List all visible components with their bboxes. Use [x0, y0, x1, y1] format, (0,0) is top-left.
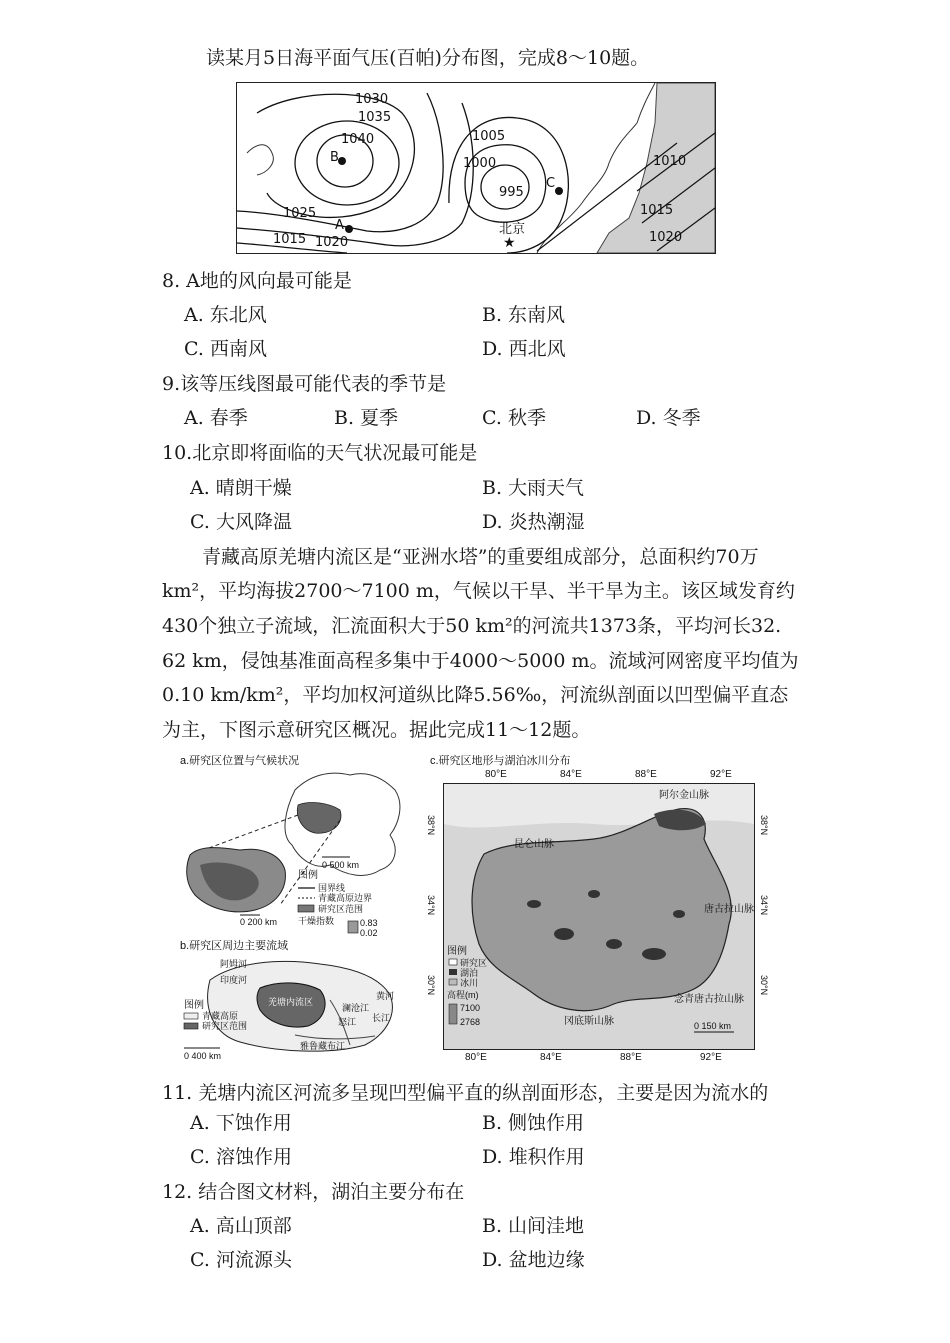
beijing-star: ★: [503, 235, 516, 251]
scale-200: 0 200 km: [240, 917, 278, 927]
passage-line-3: 430个独立子流域，汇流面积大于50 km²的河流共1373条，平均河长32.: [162, 615, 782, 637]
scale-400: 0 400 km: [184, 1051, 222, 1061]
q12-option-a[interactable]: A. 高山顶部: [190, 1215, 292, 1237]
lon-bottom-80: 80°E: [465, 1052, 487, 1063]
scale-500: 0 500 km: [322, 860, 360, 870]
q12-option-d[interactable]: D. 盆地边缘: [482, 1249, 585, 1271]
q10-stem: 10.北京即将面临的天气状况最可能是: [162, 442, 478, 464]
lake-1: [554, 928, 574, 940]
legend-c-item-4: 高程(m): [447, 990, 479, 1000]
lon-top-84: 84°E: [560, 769, 582, 780]
label-point-c: C: [546, 176, 556, 191]
lake-6: [673, 910, 685, 918]
figure-a-map: [180, 755, 420, 940]
q12-option-c[interactable]: C. 河流源头: [190, 1249, 292, 1271]
legend-a-item-2: 青藏高原边界: [318, 893, 373, 903]
legend-c-elev-ramp: [449, 1004, 457, 1024]
passage-line-4: 62 km，侵蚀基准面高程多集中于4000～5000 m。流域河网密度平均值为: [162, 650, 799, 672]
q11-option-b[interactable]: B. 侧蚀作用: [482, 1112, 585, 1134]
label-nu: 怒江: [338, 1017, 357, 1027]
label-amu: 阿姆河: [220, 959, 248, 969]
lon-top-80: 80°E: [485, 769, 507, 780]
label-1015: 1015: [273, 232, 307, 247]
passage-line-5: 0.10 km/km²，平均加权河道纵比降5.56‰，河流纵剖面以凹型偏平直态: [162, 684, 789, 706]
label-995: 995: [499, 185, 524, 200]
legend-b-plateau: [184, 1013, 198, 1019]
legend-c-glacier: [449, 979, 457, 985]
passage-line-1: 青藏高原羌塘内流区是“亚洲水塔”的重要组成部分，总面积约70万: [202, 546, 759, 568]
legend-a-title: 图例: [298, 870, 318, 881]
q9-stem: 9.该等压线图最可能代表的季节是: [162, 373, 447, 395]
mtn-altun: 阿尔金山脉: [659, 790, 709, 801]
q11-stem: 11. 羌塘内流区河流多呈现凹型偏平直的纵剖面形态，主要是因为流水的: [162, 1082, 769, 1104]
q12-stem: 12. 结合图文材料，湖泊主要分布在: [162, 1181, 465, 1203]
q9-option-b[interactable]: B. 夏季: [334, 407, 399, 429]
q9-option-c[interactable]: C. 秋季: [482, 407, 546, 429]
lon-bottom-88: 88°E: [620, 1052, 642, 1063]
q10-option-a[interactable]: A. 晴朗干燥: [190, 477, 292, 499]
q8-option-d[interactable]: D. 西北风: [482, 338, 566, 360]
label-1010-right: 1010: [653, 154, 687, 169]
label-1020: 1020: [315, 235, 349, 250]
label-1000: 1000: [463, 156, 497, 171]
lat-30-right: 30°N: [759, 975, 769, 996]
intro-text: 读某月5日海平面气压(百帕)分布图，完成8～10题。: [206, 47, 650, 69]
legend-a-item-1: 国界线: [318, 883, 346, 893]
legend-a-item-4: 干燥指数: [298, 916, 335, 926]
terrain-svg: [444, 784, 754, 1049]
figure-b: [180, 940, 420, 1065]
q8-option-c[interactable]: C. 西南风: [184, 338, 267, 360]
figure-a: [180, 755, 420, 940]
lake-3: [642, 948, 666, 960]
point-a-dot: [345, 225, 353, 233]
figure-a-title: a.研究区位置与气候状况: [180, 755, 300, 767]
figure-b-title: b.研究区周边主要流域: [180, 940, 289, 952]
scale-150: 0 150 km: [694, 1021, 732, 1031]
legend-dry-ramp: [348, 921, 358, 933]
lake-5: [588, 890, 600, 898]
legend-study-box: [298, 905, 314, 912]
mtn-kunlun: 昆仑山脉: [514, 839, 554, 850]
label-qiangtang: 羌塘内流区: [268, 997, 314, 1007]
label-point-a: A: [335, 218, 344, 233]
q10-option-b[interactable]: B. 大雨天气: [482, 477, 585, 499]
lon-top-88: 88°E: [635, 769, 657, 780]
q10-option-d[interactable]: D. 炎热潮湿: [482, 511, 585, 533]
label-lancang: 澜沧江: [342, 1003, 370, 1013]
label-indus: 印度河: [220, 975, 248, 985]
legend-c-lake: [449, 969, 457, 975]
label-1035: 1035: [358, 110, 392, 125]
q8-option-b[interactable]: B. 东南风: [482, 304, 566, 326]
figure-c-title: c.研究区地形与湖泊冰川分布: [430, 755, 571, 767]
point-c-dot: [555, 187, 563, 195]
mtn-nyainqentanglha: 念青唐古拉山脉: [674, 994, 744, 1005]
q11-option-d[interactable]: D. 堆积作用: [482, 1146, 585, 1168]
label-1015-right: 1015: [640, 203, 674, 218]
passage-line-6: 为主，下图示意研究区概况。据此完成11～12题。: [162, 719, 591, 741]
lat-38-right: 38°N: [759, 815, 769, 836]
lat-30-left: 30°N: [426, 975, 436, 996]
isobar-map-svg: [237, 83, 715, 253]
q8-stem: 8. A地的风向最可能是: [162, 270, 352, 292]
mtn-gangdise: 冈底斯山脉: [564, 1016, 614, 1027]
elev-min: 2768: [460, 1017, 481, 1027]
mtn-tanggula: 唐古拉山脉: [704, 904, 754, 915]
q11-option-a[interactable]: A. 下蚀作用: [190, 1112, 292, 1134]
legend-c-item-2: 湖泊: [460, 968, 479, 978]
label-1005: 1005: [472, 129, 506, 144]
legend-a-item-3: 研究区范围: [318, 904, 364, 914]
q8-option-a[interactable]: A. 东北风: [184, 304, 267, 326]
lake-4: [527, 900, 541, 908]
legend-b-study: [184, 1023, 198, 1029]
terrain-panel: [443, 783, 755, 1050]
label-huanghe: 黄河: [376, 991, 395, 1001]
label-1040: 1040: [341, 132, 375, 147]
lake-2: [606, 939, 622, 949]
lon-bottom-84: 84°E: [540, 1052, 562, 1063]
elev-max: 7100: [460, 1003, 481, 1013]
q9-option-a[interactable]: A. 春季: [184, 407, 248, 429]
lat-34-right: 34°N: [759, 895, 769, 916]
label-1030: 1030: [355, 92, 389, 107]
dry-min: 0.02: [360, 928, 378, 938]
q12-option-b[interactable]: B. 山间洼地: [482, 1215, 585, 1237]
lon-bottom-92: 92°E: [700, 1052, 722, 1063]
passage-line-2: km²，平均海拔2700～7100 m，气候以干旱、半干旱为主。该区域发育约: [162, 580, 795, 602]
legend-b-item-1: 青藏高原: [202, 1011, 239, 1021]
legend-c-title: 图例: [447, 946, 467, 957]
label-1020-right: 1020: [649, 230, 683, 245]
lat-34-left: 34°N: [426, 895, 436, 916]
q10-option-c[interactable]: C. 大风降温: [190, 511, 292, 533]
label-yarlung: 雅鲁藏布江: [300, 1041, 346, 1051]
legend-b-title: 图例: [184, 1000, 204, 1011]
isobar-map: [236, 82, 716, 254]
legend-c-item-1: 研究区: [460, 958, 488, 968]
label-beijing: 北京: [499, 222, 526, 237]
legend-c-item-3: 冰川: [460, 978, 479, 988]
figure-c: [425, 755, 775, 1070]
lat-38-left: 38°N: [426, 815, 436, 836]
dry-max: 0.83: [360, 918, 378, 928]
legend-c-study: [449, 959, 457, 965]
point-b-dot: [338, 157, 346, 165]
lon-top-92: 92°E: [710, 769, 732, 780]
legend-b-item-2: 研究区范围: [202, 1021, 248, 1031]
q9-option-d[interactable]: D. 冬季: [636, 407, 701, 429]
label-changjiang: 长江: [372, 1013, 391, 1023]
border-line: [247, 145, 273, 175]
q11-option-c[interactable]: C. 溶蚀作用: [190, 1146, 292, 1168]
label-1025: 1025: [283, 206, 317, 221]
label-point-b: B: [330, 150, 339, 165]
